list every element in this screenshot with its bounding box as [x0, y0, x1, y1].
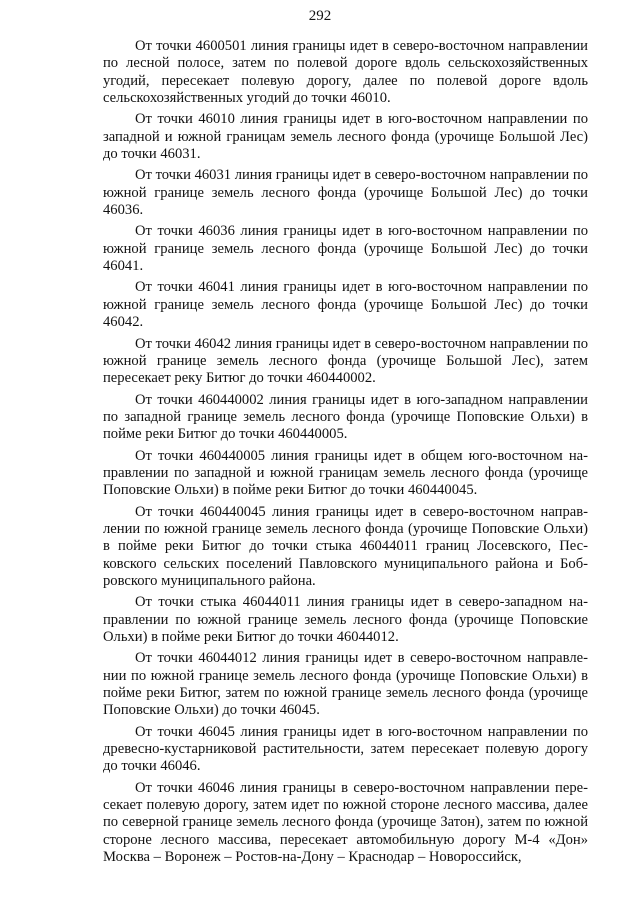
- paragraph-12: От точки 46045 линия границы идет в юго-восточном направлении по древесно-кустарниковой растительности, затем пересекает полевую дорогу до точки 46046.: [103, 723, 588, 775]
- paragraph-10: От точки стыка 46044011 линия границы идет в северо-западном направлении по южной границе земель лесного фонда (урочище Поповские Ольхи) в пойме реки Битюг до точки 46044012.: [103, 594, 588, 645]
- paragraph-5: От точки 46041 линия границы идет в юго-восточном направлении по южной границе земель лесного фонда (урочище Большой Лес) до точки 46042.: [103, 279, 588, 331]
- paragraph-8: От точки 460440005 линия границы идет в общем юго-восточном направлении по западной и южной границам земель лесного фонда (урочище Поповские Ольхи) в пойме реки Битюг до точки 460440045.: [103, 447, 588, 499]
- paragraph-11: От точки 46044012 линия границы идет в северо-восточном направлении по южной границе земель лесного фонда (урочище Поповские Ольхи) в пойме реки Битюг, затем по южной границе земель лесного фонда (урочище Поповские Ольхи) до точки 46045.: [103, 650, 588, 719]
- paragraph-1: От точки 4600501 линия границы идет в северо-восточном направлении по лесной полосе, затем по полевой дороге вдоль сельскохозяйственных угодий, пересекает полевую дорогу, далее по полевой дороге вдоль сельскохозяйственных угодий до точки 46010.: [103, 38, 588, 107]
- paragraph-3: От точки 46031 линия границы идет в северо-восточном направлении по южной границе земель лесного фонда (урочище Большой Лес) до точки 46036.: [103, 167, 588, 219]
- paragraph-9: От точки 460440045 линия границы идет в северо-восточном направлении по южной границе земель лесного фонда (урочище Поповские Ольхи) в пойме реки Битюг до точки стыка 46044011 границ Лосевского, Песковского сельских поселений Павловского муниципального района и Бобровского муниципального района.: [103, 503, 588, 589]
- paragraph-7: От точки 460440002 линия границы идет в юго-западном направлении по западной границе земель лесного фонда (урочище Поповские Ольхи) в пойме реки Битюг до точки 460440005.: [103, 391, 588, 443]
- paragraph-13: От точки 46046 линия границы в северо-восточном направлении пересекает полевую дорогу, затем идет по южной стороне лесного массива, далее по северной границе земель лесного фонда (урочище Затон), затем по южной стороне лесного массива, пересекает автомобильную дорогу М-4 «Дон» Москва – Воронеж – Ростов-на-Дону – Краснодар – Новороссийск,: [103, 779, 588, 866]
- paragraph-2: От точки 46010 линия границы идет в юго-восточном направлении по западной и южной границам земель лесного фонда (урочище Большой Лес) до точки 46031.: [103, 111, 588, 163]
- paragraph-4: От точки 46036 линия границы идет в юго-восточном направлении по южной границе земель лесного фонда (урочище Большой Лес) до точки 46041.: [103, 223, 588, 275]
- paragraph-6: От точки 46042 линия границы идет в северо-восточном направлении по южной границе земель лесного фонда (урочище Большой Лес), затем пересекает реку Битюг до точки 460440002.: [103, 335, 588, 387]
- document-body: [103, 38, 588, 870]
- page-number: 292: [308, 8, 332, 24]
